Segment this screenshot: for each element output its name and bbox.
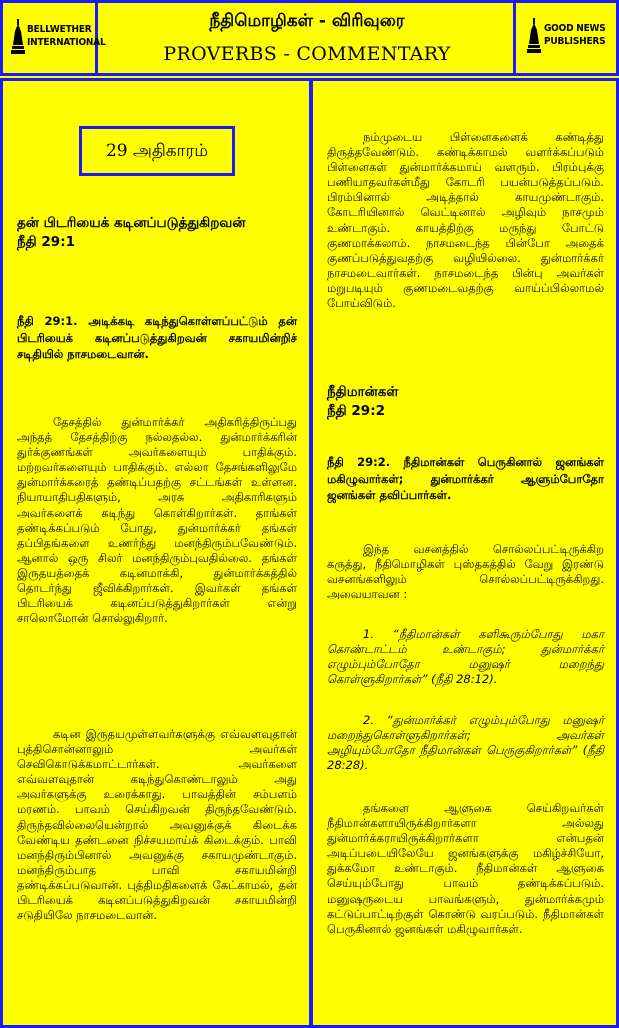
right-column <box>310 78 619 1028</box>
title-english: PROVERBS - COMMENTARY <box>163 43 451 65</box>
good-news-logo-icon <box>527 18 541 54</box>
logo-left-line2: INTERNATIONAL <box>27 37 106 48</box>
title-tamil: நீதிமொழிகள் - விரிவுரை <box>209 11 405 31</box>
verse-text: நீதி 29:1. அடிக்கடி கடிந்துகொள்ளப்பட்டும் தன் பிடரியைக் கடினப்படுத்துகிறவன் சகாயமின்றிச் சடிதியில் நாசமடைவான். <box>17 314 297 361</box>
bellwether-logo-icon <box>11 19 25 55</box>
bellwether-logo <box>3 3 106 73</box>
section-heading-text: நீதிமான்கள் <box>327 384 399 400</box>
left-column <box>0 78 312 1028</box>
section-heading <box>17 214 297 252</box>
commentary-paragraph: தங்களை ஆளுகை செய்கிறவர்கள் நீதிமான்களாயிருக்கிறார்களா அல்லது துன்மார்க்கராயிருக்கிறார்களா என்பதன் அடிப்படையிலேயே ஜனங்களுக்கு மகிழ்ச்சியோ, துக்கமோ உண்டாகும். நீதிமான்கள் ஆளுகை செய்யும்போது பாவம் தண்டிக்கப்படும். மனுஷருடைய பாவங்களும், துன்மார்க்கமும் கட்டுப்பாட்டிற்குள் கொண்டு வரப்படும். நீதிமான்கள் பெருகினால் ஜனங்கள் மகிழுவார்கள். <box>327 801 604 936</box>
commentary-paragraph: கடின இருதயமுள்ளவர்களுக்கு எவ்வளவுதான் புத்திசொன்னாலும் அவர்கள் செவிகொடுக்கமாட்டார்கள். அவர்களை எவ்வளவுதான் கடிந்துகொண்டாலும் அது அவர்களுக்கு உரைக்காது. பாவத்தின் சம்பளம் மரணம். பாவம் செய்கிறவன் திருந்தவேண்டும். திருந்தவில்லையென்றால் அவனுக்குக் கிடைக்க வேண்டிய தண்டனை நிச்சயமாய்க் கிடைக்கும். பாவி மனந்திரும்பினால் அவனுக்கு சகாயமுண்டாகும். மனந்திரும்பாத பாவி சகாயமின்றி தண்டிக்கப்படுவான். புத்திமதிகளைக் கேட்காமல், தன் பிடரியைக் கடினப்படுத்துகிறவன் சகாயமின்றி சடுதியிலே நாசமடைவான். <box>17 727 297 923</box>
section-heading-ref: நீதி 29:2 <box>327 403 385 419</box>
commentary-paragraph: தேசத்தில் துன்மார்க்கர் அதிகரித்திருப்பது அந்தத் தேசத்திற்கு நல்லதல்ல. துன்மார்க்கரின் துர்க்குணங்கள் அவர்களையும் பாதிக்கும். மற்றவர்களையும் பாதிக்கும். எல்லா தேசங்களிலுமே துன்மார்க்கரைத் தண்டிப்பதற்கு சட்டங்கள் உள்ளன. நியாயாதிபதிகளும், அரசு அதிகாரிகளும் அவர்களைக் கடிந்து கொள்கிறார்கள். தாங்கள் தண்டிக்கப்படும் போது, துன்மார்க்கர் தங்கள் தப்பிதங்களை உணர்ந்து மனந்திரும்பவேண்டும். ஆனால் ஒரு சிலர் மனந்திரும்புவதில்லை. தங்கள் இருதயத்தைக் கடினமாக்கி, துன்மார்க்கத்தில் தொடர்ந்து ஜீவிக்கிறார்கள். இவர்கள் தங்கள் பிடரியைக் கடினப்படுத்துகிறார்கள் என்று சாலொமோன் சொல்லுகிறார். <box>17 415 297 626</box>
section-heading-text: தன் பிடரியைக் கடினப்படுத்துகிறவன் <box>17 215 246 231</box>
logo-right-line1: GOOD NEWS <box>544 23 606 34</box>
header-banner <box>0 0 619 76</box>
section-heading <box>327 383 604 421</box>
logo-right-line2: PUBLISHERS <box>544 36 606 47</box>
section-heading-ref: நீதி 29:1 <box>17 234 75 250</box>
quote-item: 1. “நீதிமான்கள் களிகூரும்போது மகா கொண்டாட்டம் உண்டாகும்; துன்மார்க்கர் எழும்பும்போதோ மனுஷர் மறைந்து கொள்ளுகிறார்கள்” (நீதி 28:12). <box>327 627 604 687</box>
commentary-paragraph: இந்த வசனத்தில் சொல்லப்பட்டிருக்கிற கருத்து, நீதிமொழிகள் புஸ்தகத்தில் வேறு இரண்டு வசனங்களிலும் சொல்லப்பட்டிருக்கிறது. அவையாவன : <box>327 542 604 602</box>
verse-text: நீதி 29:2. நீதிமான்கள் பெருகினால் ஜனங்கள் மகிழுவார்கள்; துன்மார்க்கர் ஆளும்போதோ ஜனங்கள் தவிப்பார்கள். <box>327 455 604 502</box>
quote-item: 2. “துன்மார்க்கர் எழும்பும்போது மனுஷர் மறைந்துகொள்ளுகிறார்கள்; அவர்கள் அழியும்போதோ நீதிமான்கள் பெருகுகிறார்கள்” (நீதி 28:28). <box>327 713 604 773</box>
good-news-logo <box>513 3 616 73</box>
logo-left-line1: BELLWETHER <box>27 24 92 35</box>
chapter-title: 29 அதிகாரம் <box>79 126 235 176</box>
commentary-paragraph: நம்முடைய பிள்ளைகளைக் கண்டித்து திருத்தவேண்டும். கண்டிக்காமல் வளர்க்கப்படும் பிள்ளைகள் துன்மார்க்கமாய் வளரும். பிரம்புக்கு பணியாதவர்கள்மீது கோடரி பயன்படுத்தப்படும். பிரம்பினால் அடித்தால் காயமுண்டாகும். கோடரியினால் வெட்டினால் அழிவும் நாசமும் உண்டாகும். காயத்திற்கு மருந்து போட்டு குணமாக்கலாம். நாசமடைந்த பின்போ அதைக் குணப்படுத்துவதற்கு வழியில்லை. துன்மார்க்கர் நாசமடைவார்கள். நாசமடைந்த பின்பு அவர்கள் மறுபடியும் குணமடைவதற்கு வாய்ப்பில்லாமல் போய்விடும். <box>327 130 604 311</box>
